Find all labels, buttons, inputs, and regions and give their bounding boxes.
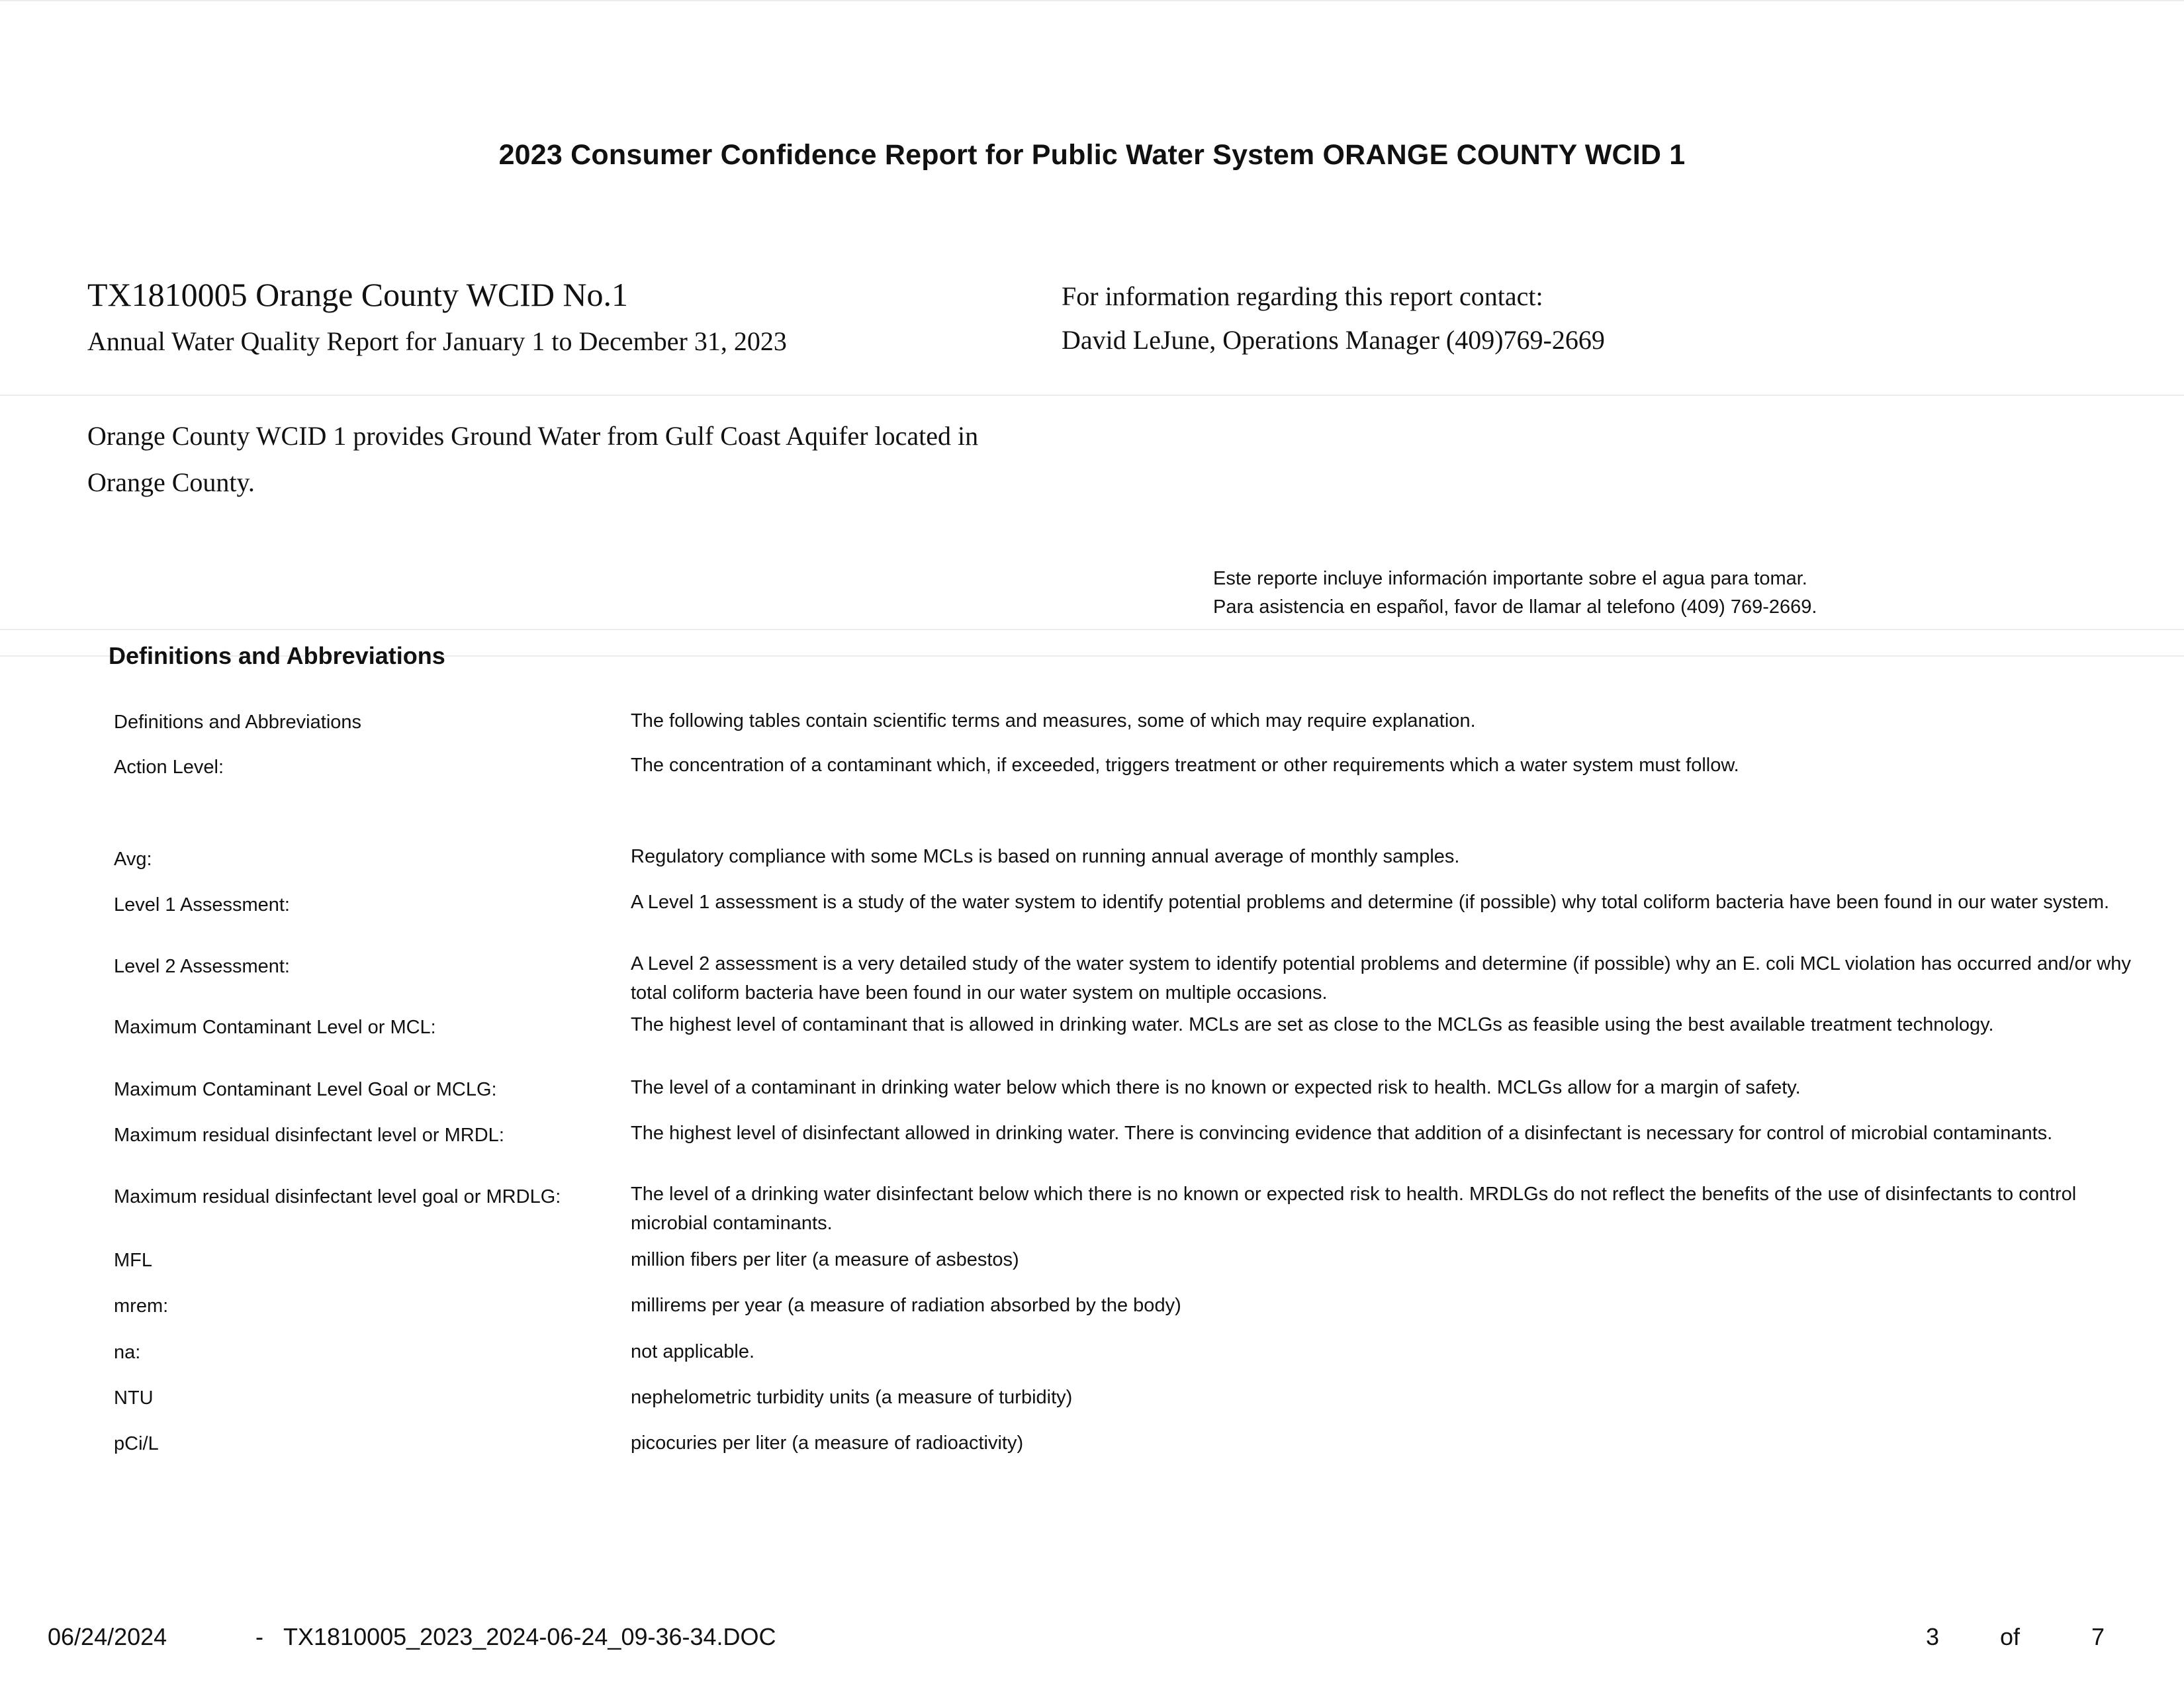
footer-filename: TX1810005_2023_2024-06-24_09-36-34.DOC	[283, 1623, 776, 1650]
report-title: 2023 Consumer Confidence Report for Public Water System ORANGE COUNTY WCID 1	[498, 139, 1686, 171]
definitions-heading: Definitions and Abbreviations	[109, 642, 445, 669]
definition-text: The highest level of contaminant that is allowed in drinking water. MCLs are set as close to the MCLGs as feasible using the best available treatment technology.	[631, 1014, 1994, 1035]
definition-text: picocuries per liter (a measure of radioactivity)	[631, 1432, 1024, 1454]
definition-text: millirems per year (a measure of radiation absorbed by the body)	[631, 1295, 1181, 1316]
footer-date: 06/24/2024	[48, 1623, 167, 1650]
definition-term: Level 2 Assessment:	[114, 956, 290, 977]
definition-text: The level of a contaminant in drinking water below which there is no known or expected risk to health. MCLGs allow for a margin of safety.	[631, 1077, 1801, 1098]
definition-term: Maximum Contaminant Level Goal or MCLG:	[114, 1079, 497, 1100]
spanish-notice-line2: Para asistencia en español, favor de llamar al telefono (409) 769-2669.	[1213, 596, 1817, 618]
definition-term: Maximum residual disinfectant level or MRDL:	[114, 1125, 504, 1146]
definition-term: na:	[114, 1342, 141, 1363]
definition-text: million fibers per liter (a measure of asbestos)	[631, 1249, 1019, 1270]
definition-text: The concentration of a contaminant which, if exceeded, triggers treatment or other requirements which a water system must follow.	[631, 755, 1739, 776]
section-divider	[0, 629, 2184, 630]
definition-text: The highest level of disinfectant allowed in drinking water. There is convincing evidence that addition of a disinfectant is necessary for control of microbial contaminants.	[631, 1123, 2053, 1144]
definition-text: The level of a drinking water disinfectant below which there is no known or expected risk to health. MRDLGs do not reflect the benefits of the use of disinfectants to control microbial contaminants.	[631, 1184, 2077, 1234]
report-period: Annual Water Quality Report for January 1 to December 31, 2023	[87, 326, 787, 356]
footer-page-number: 3	[1926, 1623, 1940, 1650]
system-name: TX1810005 Orange County WCID No.1	[87, 276, 629, 313]
contact-person: David LeJune, Operations Manager (409)769-2669	[1062, 325, 1605, 355]
water-source-statement: Orange County WCID 1 provides Ground Water from Gulf Coast Aquifer located in Orange County.	[87, 421, 979, 497]
spanish-notice-line1: Este reporte incluye información importante sobre el agua para tomar.	[1213, 568, 1807, 589]
definition-term: MFL	[114, 1250, 152, 1271]
definition-text: The following tables contain scientific terms and measures, some of which may require explanation.	[631, 710, 1476, 731]
definition-term: pCi/L	[114, 1433, 159, 1454]
definition-term: Maximum residual disinfectant level goal or MRDLG:	[114, 1186, 561, 1207]
header-divider	[0, 395, 2184, 396]
definition-text: A Level 2 assessment is a very detailed study of the water system to identify potential problems and determine (if possible) why an E. coli MCL violation has occurred and/or why total coliform bacteria have been found in our water system on multiple occasions.	[631, 953, 2131, 1004]
definition-text: nephelometric turbidity units (a measure of turbidity)	[631, 1387, 1073, 1408]
footer-of-label: of	[2000, 1623, 2021, 1650]
definition-term: Maximum Contaminant Level or MCL:	[114, 1017, 436, 1038]
definition-term: Action Level:	[114, 757, 224, 778]
definition-term: Level 1 Assessment:	[114, 894, 290, 915]
footer-separator: -	[255, 1623, 263, 1650]
definition-text: not applicable.	[631, 1341, 755, 1362]
spanish-notice	[1213, 565, 1817, 622]
definition-term: NTU	[114, 1387, 154, 1409]
top-border	[0, 0, 2184, 1]
definition-term: mrem:	[114, 1295, 169, 1317]
contact-label: For information regarding this report contact:	[1062, 281, 1543, 311]
definition-term: Avg:	[114, 849, 152, 870]
definition-text: Regulatory compliance with some MCLs is based on running annual average of monthly samples.	[631, 846, 1460, 867]
definition-text: A Level 1 assessment is a study of the water system to identify potential problems and determine (if possible) why total coliform bacteria have been found in our water system.	[631, 892, 2110, 913]
definition-term: Definitions and Abbreviations	[114, 712, 362, 733]
footer-total-pages: 7	[2091, 1623, 2105, 1650]
